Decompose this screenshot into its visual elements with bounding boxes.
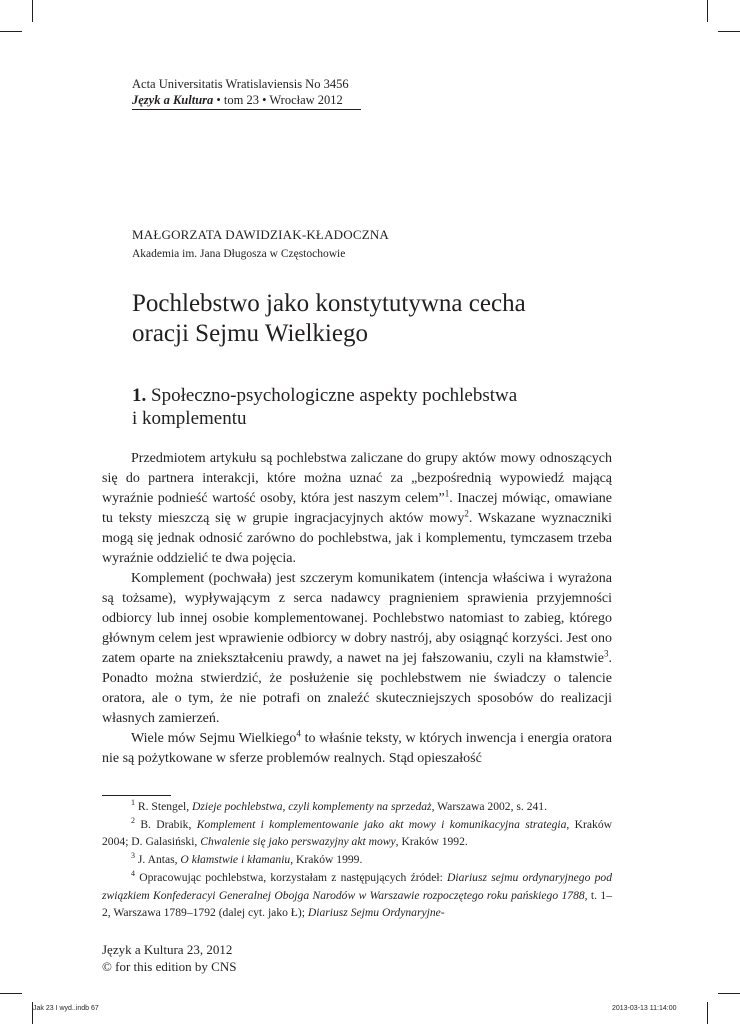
journal-details: • tom 23 • Wrocław 2012 bbox=[213, 93, 343, 107]
footnote-number: 2 bbox=[131, 815, 135, 825]
body-text bbox=[102, 449, 612, 769]
footnote-rule bbox=[102, 795, 171, 796]
footnote: $^1$ R. Stengel, Dzieje pochlebstwa, czyli komplementy na sprzedaż, Warszawa 2002, s. 241. bbox=[131, 798, 547, 813]
crop-mark bbox=[718, 993, 740, 994]
crop-mark bbox=[0, 31, 22, 32]
section-number: 1. bbox=[132, 385, 147, 406]
footnote-ref[interactable]: 1 bbox=[444, 488, 450, 499]
title-line: Pochlebstwo jako konstytutywna cecha bbox=[132, 290, 526, 317]
footnotes bbox=[102, 798, 612, 922]
crop-mark bbox=[707, 1002, 708, 1024]
print-slug-left: Jak 23 I wyd..indb 67 bbox=[33, 1005, 99, 1012]
footnote-ref[interactable]: 2 bbox=[464, 508, 469, 519]
section-title-line: i komplementu bbox=[132, 408, 247, 429]
paragraph: Wiele mów Sejmu Wielkiego$^4$ to właśnie teksty, w których inwencja i energia oratora nie są pożytkowane w sferze problemów realnych. Stąd opieszałość bbox=[102, 728, 612, 766]
paragraph: Przedmiotem artykułu są pochlebstwa zaliczane do grupy aktów mowy odnoszących się do partnera interakcji, które można uznać za „bezpośrednią wypowiedź mającą wyraźnie podnieść wartość osoby, która jest naszym celem”$^1$. Inaczej mówiąc, omawiane tu teksty mieszczą się w grupie ingracjacyjnych aktów mowy$^2$. Wskazane wyznaczniki mogą się jednak odnosić zarówno do pochlebstwa, jak i komplementu, tymczasem trzeba wyraźnie oddzielić te dwa pojęcia. bbox=[102, 451, 613, 566]
paragraph: Komplement (pochwała) jest szczerym komunikatem (intencja właściwa i wyrażona są tożsame), wypływającym z serca nadawcy pragnieniem sprawienia przyjemności odbiorcy lub innej osobie komplementowanej. Pochlebstwo natomiast to zabieg, którego głównym celem jest wprawienie odbiorcy w dobry nastrój, aby osiągnąć korzyści. Jest ono zatem oparte na zniekształceniu prawdy, a nawet na jej fałszowaniu, czyli na kłamstwie$^3$. Ponadto można stwierdzić, że posłużenie się pochlebstwem nie świadczy o talencie oratora, ale o tym, że nie potrafi on znaleźć skuteczniejszych sposobów do realizacji własnych zamierzeń. bbox=[102, 571, 612, 726]
footnote: $^4$ Opracowując pochlebstwa, korzystałam z następujących źródeł: Diariusz sejmu ordynaryjnego pod związkiem Konfederacyi Generalnej Obojga Narodów w Warszawie rozpoczętego roku pańskiego 1788, t. 1–2, Warszawa 1789–1792 (dalej cyt. jako Ł); Diariusz Sejmu Ordynaryjne- bbox=[102, 868, 612, 920]
footer-copyright: © for this edition by CNS bbox=[102, 959, 237, 974]
crop-mark bbox=[707, 0, 708, 22]
footnote-number: 1 bbox=[131, 798, 135, 808]
footnote-number: 4 bbox=[131, 868, 135, 878]
header-rule bbox=[132, 109, 361, 110]
journal-line bbox=[132, 92, 362, 108]
crop-mark bbox=[32, 0, 33, 22]
author-name: MAŁGORZATA DAWIDZIAK-KŁADOCZNA bbox=[132, 227, 390, 242]
print-slug-right: 2013-03-13 11:14:00 bbox=[612, 1005, 677, 1012]
series-line: Acta Universitatis Wratislaviensis No 3456 bbox=[132, 77, 349, 91]
journal-name: Język a Kultura bbox=[132, 93, 214, 107]
section-title-line: Społeczno-psychologiczne aspekty pochlebstwa bbox=[146, 385, 518, 406]
article-title bbox=[132, 289, 612, 349]
journal-header bbox=[132, 76, 362, 110]
footnote-ref[interactable]: 3 bbox=[604, 648, 609, 659]
page-footer bbox=[102, 941, 236, 975]
footnote-ref[interactable]: 4 bbox=[296, 728, 301, 739]
title-line: oracji Sejmu Wielkiego bbox=[132, 320, 368, 347]
crop-mark bbox=[718, 31, 740, 32]
footer-journal: Język a Kultura 23, 2012 bbox=[102, 942, 233, 957]
author-affiliation: Akademia im. Jana Długosza w Częstochowie bbox=[132, 248, 346, 260]
crop-mark bbox=[0, 993, 22, 994]
section-heading bbox=[132, 384, 612, 430]
footnote: $^3$ J. Antas, O kłamstwie i kłamaniu, Kraków 1999. bbox=[131, 851, 363, 867]
footnote: $^2$ B. Drabik, Komplement i komplementowanie jako akt mowy i komunikacyjna strategia, Kraków 2004; D. Galasiński, Chwalenie się jako perswazyjny akt mowy, Kraków 1992. bbox=[102, 815, 612, 849]
footnote-number: 3 bbox=[131, 851, 135, 861]
